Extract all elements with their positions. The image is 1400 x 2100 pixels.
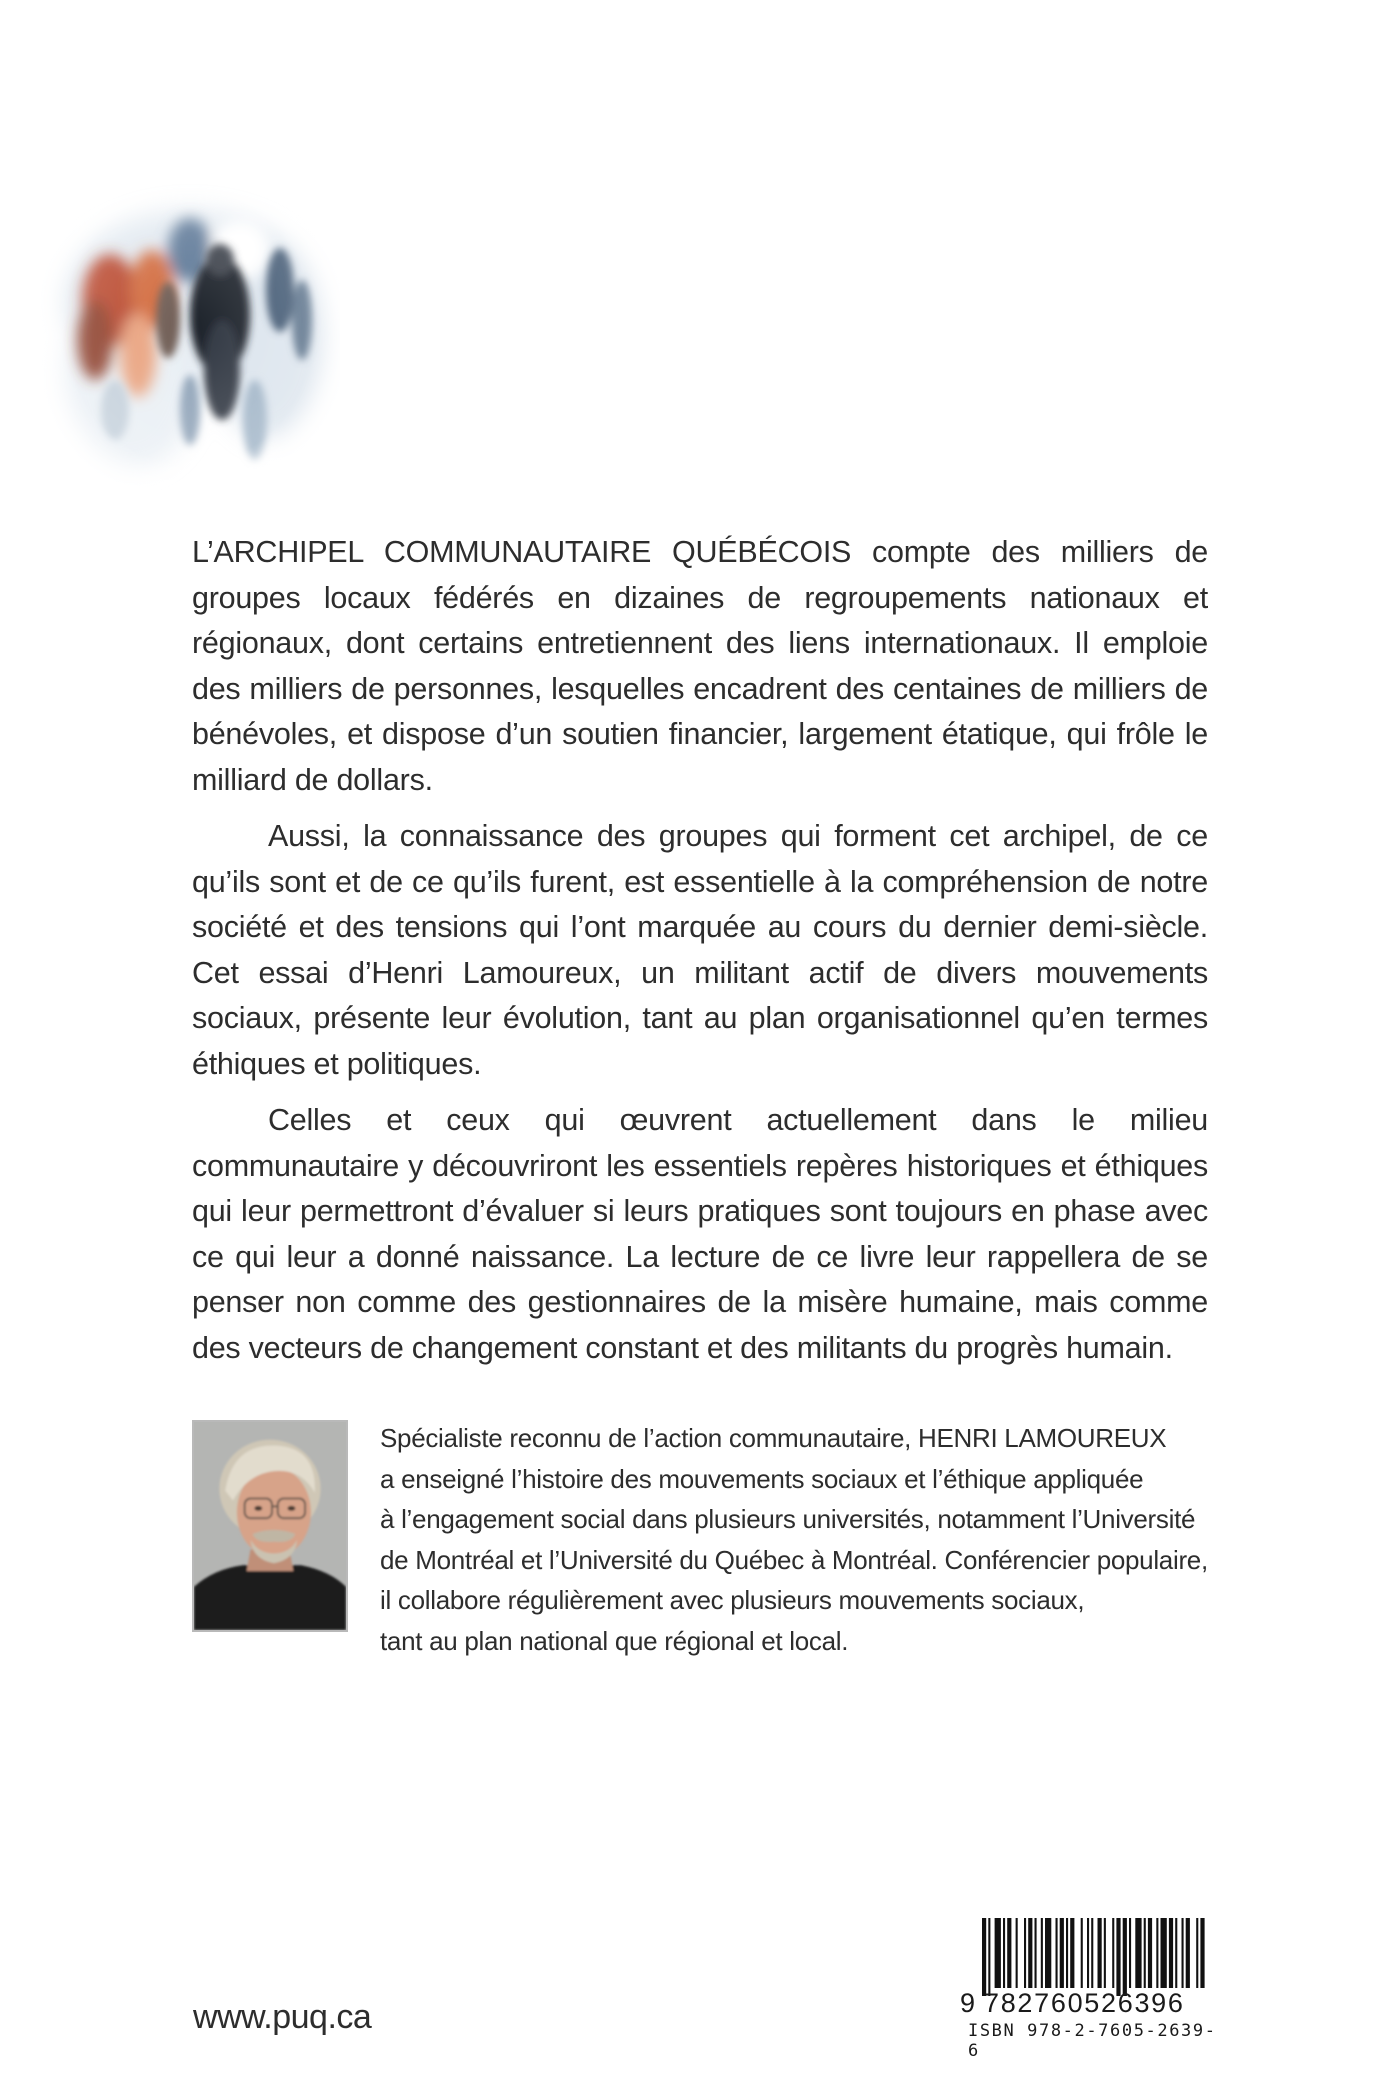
barcode-bar [1060, 1918, 1064, 1988]
barcode-bar [1081, 1918, 1083, 1988]
author-portrait-image [192, 1420, 348, 1632]
barcode-bar [1144, 1918, 1146, 1988]
barcode-bar [1007, 1918, 1011, 1988]
blurb-paragraph-3: Celles et ceux qui œuvrent actuellement dans le milieu communautaire y découvriront les essentiels repères historiques et éthiques qui leur permettront d’évaluer si leurs pratiques sont toujours en phase avec ce qui leur a donné naissance. La lecture de ce livre leur rappellera de se penser non comme des gestionnaires de la misère humaine, mais comme des vecteurs de changement constant et des militants du progrès humain. [192, 1103, 1208, 1365]
isbn-barcode [960, 1918, 1217, 2061]
author-bio-line: il collabore régulièrement avec plusieurs mouvements sociaux, [380, 1585, 1085, 1615]
barcode-bar [1003, 1918, 1005, 1988]
back-cover-blurb [192, 530, 1208, 1382]
barcode-bar [1196, 1918, 1198, 1988]
barcode-bar [1148, 1918, 1152, 1988]
blurb-paragraph-2: Aussi, la connaissance des groupes qui forment cet archipel, de ce qu’ils sont et de ce qu’ils furent, est essentielle à la compréhension de notre société et des tensions qui l’ont marquée au cours du dernier demi-siècle. Cet essai d’Henri Lamoureux, un militant actif de divers mouvements sociaux, présente leur évolution, tant au plan organisationnel qu’en termes éthiques et politiques. [192, 819, 1208, 1081]
barcode-bar [988, 1918, 990, 1996]
barcode-bar [1161, 1918, 1167, 1988]
barcode-bar [1056, 1918, 1058, 1988]
barcode-bar [1182, 1918, 1184, 1988]
barcode-bar [1087, 1918, 1089, 1988]
barcode-bar [982, 1918, 986, 1996]
barcode-bar [1041, 1918, 1043, 1988]
barcode-bar [1169, 1918, 1173, 1988]
barcode-icon [960, 1918, 1210, 1998]
barcode-bar [1070, 1918, 1074, 1988]
barcode-bar [1024, 1918, 1026, 1988]
barcode-bar [1112, 1918, 1114, 1988]
barcode-bar [1066, 1918, 1068, 1988]
barcode-bar [1186, 1918, 1190, 1988]
barcode-bar [1098, 1918, 1102, 1988]
barcode-bar [1035, 1918, 1037, 1988]
barcode-bar [1129, 1918, 1131, 1988]
barcode-bar [1135, 1918, 1141, 1988]
barcode-bar [1091, 1918, 1093, 1988]
barcode-digits: 782760526396 [984, 1988, 1185, 2018]
barcode-bar [1045, 1918, 1051, 1988]
author-biography [380, 1418, 1220, 1661]
barcode-bar [1116, 1918, 1120, 1996]
blurred-crowd-image [40, 180, 340, 510]
barcode-bar [1175, 1918, 1177, 1988]
blurb-paragraph-1: L’ARCHIPEL COMMUNAUTAIRE QUÉBÉCOIS compte des milliers de groupes locaux fédérés en dizaines de regroupements nationaux et régionaux, dont certains entretiennent des liens internationaux. Il emploie des milliers de personnes, lesquelles encadrent des centaines de milliers de bénévoles, et dispose d’un soutien financier, largement étatique, qui frôle le milliard de dollars. [192, 535, 1208, 797]
publisher-website: www.puq.ca [193, 1998, 372, 2036]
author-bio-line: Spécialiste reconnu de l’action communautaire, HENRI LAMOUREUX [380, 1423, 1167, 1453]
barcode-bar [1123, 1918, 1127, 1996]
barcode-bar [1156, 1918, 1158, 1988]
author-bio-line: a enseigné l’histoire des mouvements sociaux et l’éthique appliquée [380, 1463, 1144, 1494]
barcode-bar [1200, 1918, 1204, 1988]
barcode-bar [995, 1918, 1001, 1988]
barcode-bar [1104, 1918, 1106, 1988]
author-bio-line: de Montréal et l’Université du Québec à Montréal. Conférencier populaire, [380, 1544, 1208, 1575]
isbn-number: ISBN 978-2-7605-2639-6 [968, 2021, 1217, 2061]
barcode-bar [1016, 1918, 1018, 1988]
barcode-bar [1028, 1918, 1032, 1988]
author-bio-line: à l’engagement social dans plusieurs universités, notamment l’Université [380, 1504, 1196, 1534]
barcode-lead-digit: 9 [960, 1988, 976, 2018]
author-bio-line: tant au plan national que régional et local. [380, 1625, 849, 1656]
